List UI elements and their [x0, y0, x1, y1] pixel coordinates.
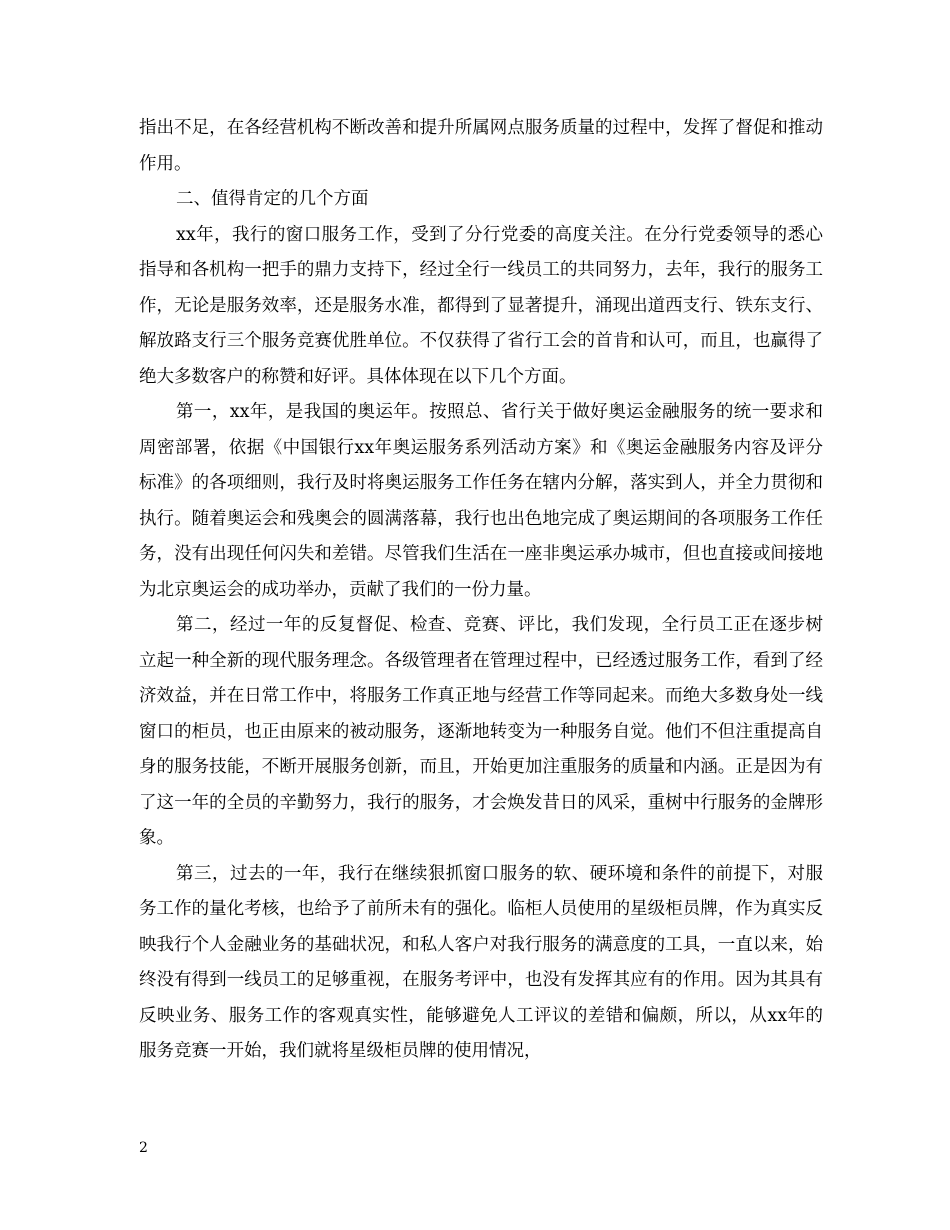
paragraph-third-point: 第三，过去的一年，我行在继续狠抓窗口服务的软、硬环境和条件的前提下，对服务工作的量化考核，也给予了前所未有的强化。临柜人员使用的星级柜员牌，作为真实反映我行个人金融业务的基础状况，和私人客户对我行服务的满意度的工具，一直以来，始终没有得到一线员工的足够重视，在服务考评中，也没有发挥其应有的作用。因为其具有反映业务、服务工作的客观真实性，能够避免人工评议的差错和偏颇，所以，从xx年的服务竞赛一开始，我们就将星级柜员牌的使用情况， [139, 863, 823, 1061]
paragraph-first-point: 第一，xx年，是我国的奥运年。按照总、省行关于做好奥运金融服务的统一要求和周密部署，依据《中国银行xx年奥运服务系列活动方案》和《奥运金融服务内容及评分标准》的各项细则，我行及时将奥运服务工作任务在辖内分解，落实到人，并全力贯彻和执行。随着奥运会和残奥会的圆满落幕，我行也出色地完成了奥运期间的各项服务工作任务，没有出现任何闪失和差错。尽管我们生活在一座非奥运承办城市，但也直接或间接地为北京奥运会的成功举办，贡献了我们的一份力量。 [139, 402, 823, 600]
section-heading: 二、值得肯定的几个方面 [176, 189, 369, 209]
body-text [139, 111, 823, 1070]
page-number: 2 [139, 1140, 148, 1156]
paragraph-overview: xx年，我行的窗口服务工作，受到了分行党委的高度关注。在分行党委领导的悉心指导和各机构一把手的鼎力支持下，经过全行一线员工的共同努力，去年，我行的服务工作，无论是服务效率，还是服务水准，都得到了显著提升，涌现出道西支行、铁东支行、解放路支行三个服务竞赛优胜单位。不仅获得了省行工会的首肯和认可，而且，也赢得了绝大多数客户的称赞和好评。具体体现在以下几个方面。 [139, 224, 823, 387]
paragraph-second-point: 第二，经过一年的反复督促、检查、竞赛、评比，我们发现，全行员工正在逐步树立起一种全新的现代服务理念。各级管理者在管理过程中，已经透过服务工作，看到了经济效益，并在日常工作中，将服务工作真正地与经营工作等同起来。而绝大多数身处一线窗口的柜员，也正由原来的被动服务，逐渐地转变为一种服务自觉。他们不但注重提高自身的服务技能，不断开展服务创新，而且，开始更加注重服务的质量和内涵。正是因为有了这一年的全员的辛勤努力，我行的服务，才会焕发昔日的风采，重树中行服务的金牌形象。 [139, 615, 823, 848]
paragraph-continuation: 指出不足，在各经营机构不断改善和提升所属网点服务质量的过程中，发挥了督促和推动作用。 [139, 118, 823, 174]
